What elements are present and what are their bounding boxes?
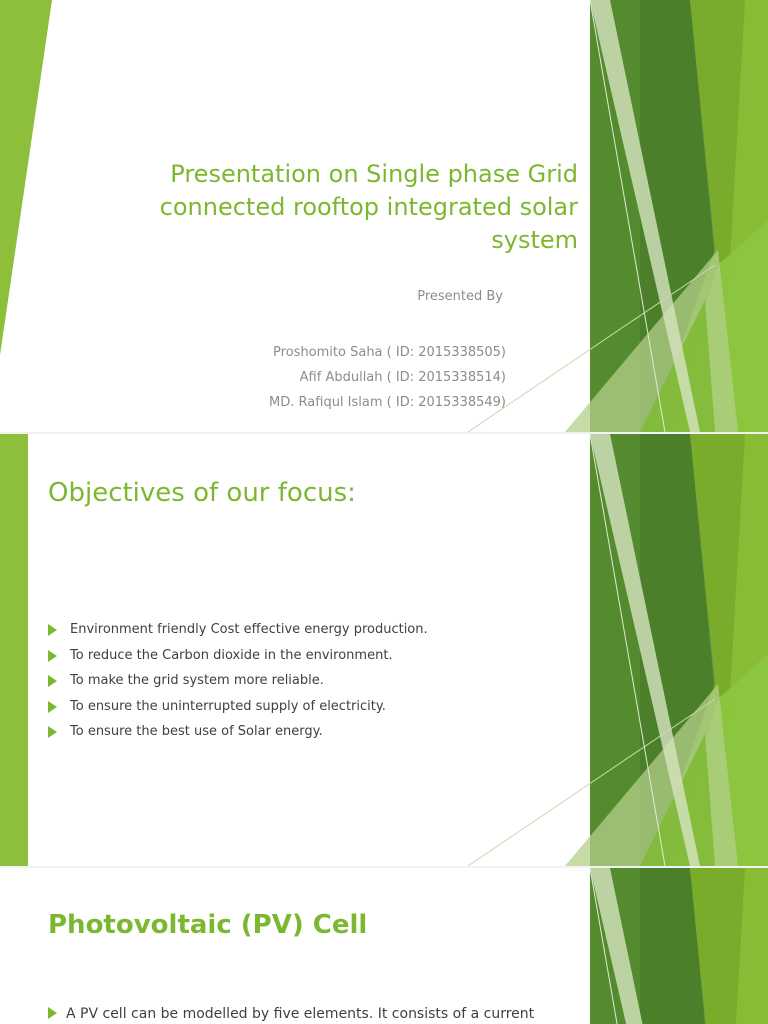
slide-title: Photovoltaic (PV) Cell [48, 910, 368, 940]
list-item: A PV cell can be modelled by five elements. It consists of a current [48, 1006, 534, 1022]
decorative-background [0, 868, 768, 1024]
triangle-bullet-icon [48, 624, 57, 636]
presenter-name: MD. Rafiqul Islam ( ID: 2015338549) [269, 395, 506, 410]
objectives-slide [0, 434, 768, 866]
objectives-list [48, 622, 428, 750]
presenter-list [269, 340, 506, 415]
triangle-bullet-icon [48, 701, 57, 713]
list-item: To ensure the uninterrupted supply of electricity. [48, 699, 428, 725]
list-item: To ensure the best use of Solar energy. [48, 724, 428, 750]
title-slide [0, 0, 768, 432]
slide-title: Objectives of our focus: [48, 478, 356, 508]
list-item: To make the grid system more reliable. [48, 673, 428, 699]
list-item: To reduce the Carbon dioxide in the environment. [48, 648, 428, 674]
presentation-title: Presentation on Single phase Grid connected rooftop integrated solar system [159, 160, 578, 254]
presented-by-label: Presented By [417, 289, 503, 304]
presenter-name: Afif Abdullah ( ID: 2015338514) [299, 370, 506, 385]
triangle-bullet-icon [48, 650, 57, 662]
list-item: Environment friendly Cost effective energy production. [48, 622, 428, 648]
presenter-name: Proshomito Saha ( ID: 2015338505) [273, 345, 506, 360]
triangle-bullet-icon [48, 675, 57, 687]
triangle-bullet-icon [48, 1007, 57, 1019]
pv-cell-slide [0, 868, 768, 1024]
triangle-bullet-icon [48, 726, 57, 738]
